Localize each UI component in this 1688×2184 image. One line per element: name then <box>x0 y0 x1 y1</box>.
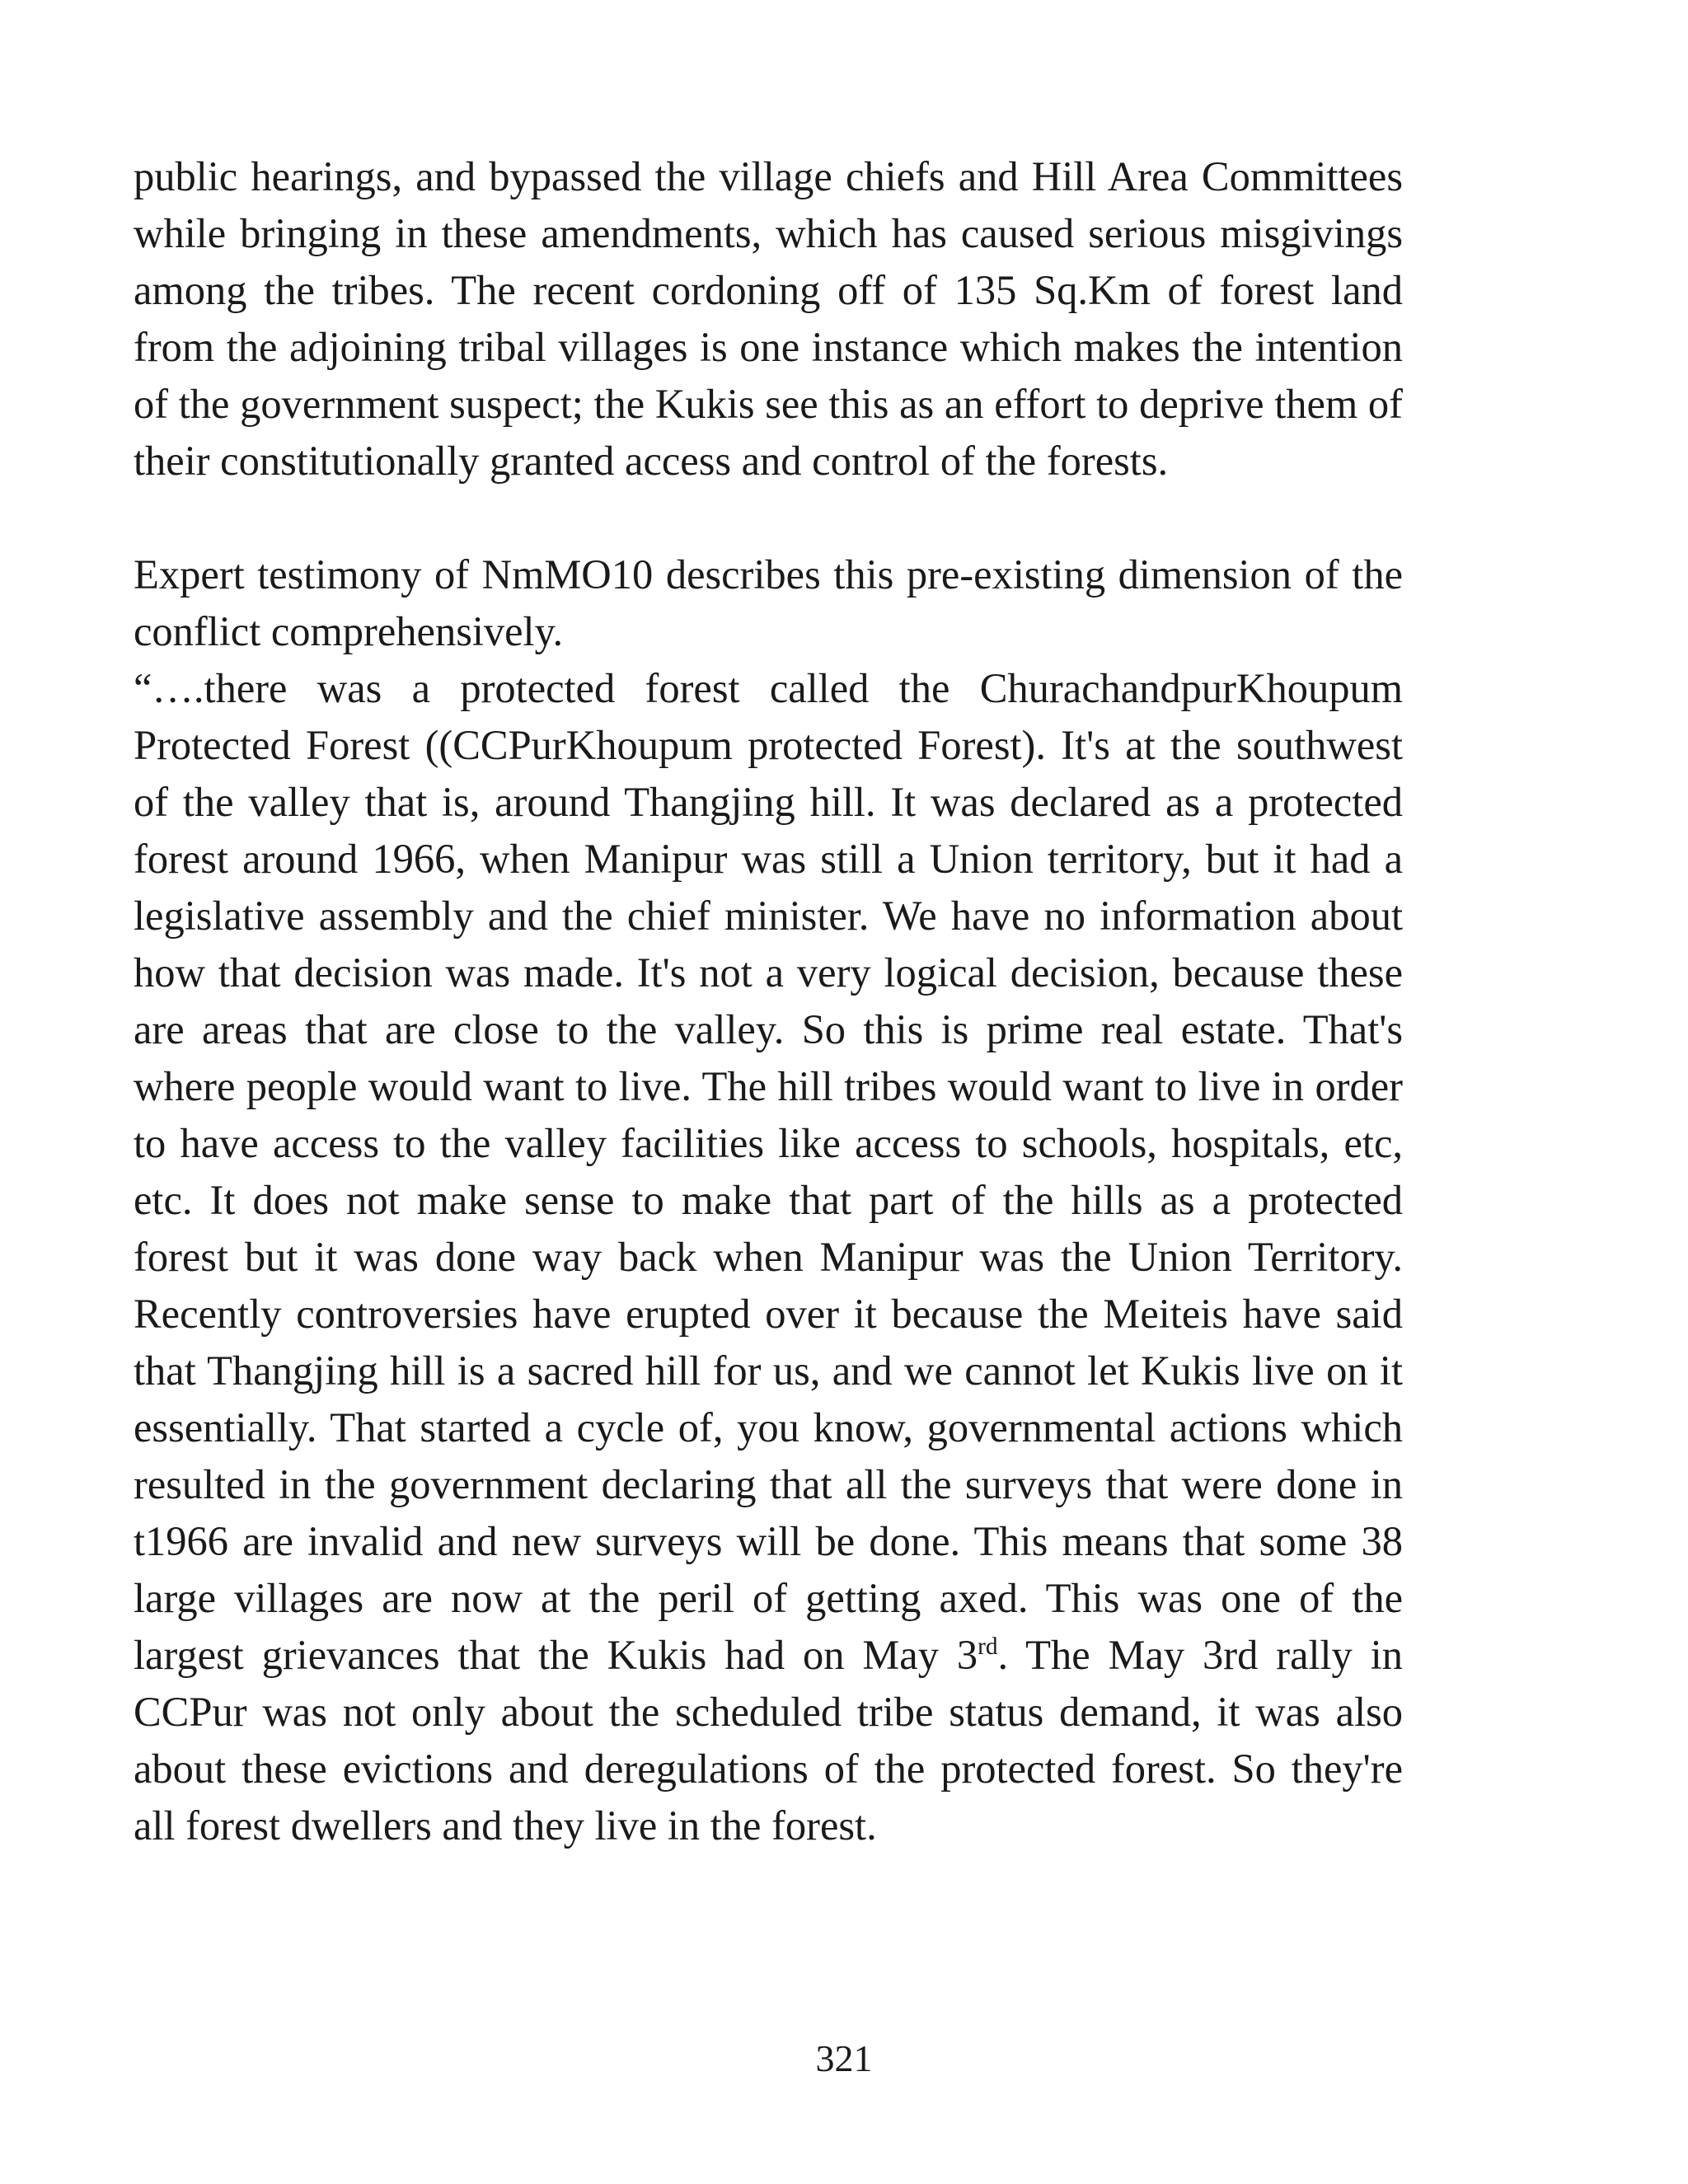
paragraph-expert-quote <box>134 660 1403 1854</box>
paragraph-forest-amendments: public hearings, and bypassed the village chiefs and Hill Area Committees while bringing in these amendments, which has caused serious misgivings among the tribes. The recent cordoning off of 135 Sq.Km of forest land from the adjoining tribal villages is one instance which makes the intention of the government suspect; the Kukis see this as an effort to deprive them of their constitutionally granted access and control of the forests. <box>134 153 1403 484</box>
ordinal-superscript: rd <box>978 1633 998 1661</box>
page-number: 321 <box>815 2037 873 2079</box>
paragraph-spacer <box>134 490 1403 546</box>
quote-text-part-2: . The May 3rd rally in CCPur was not only about the scheduled tribe status demand, it was also about these evictions and deregulations of the protected forest. So they're all forest dwellers and they live in the forest. <box>134 1632 1403 1849</box>
paragraph-expert-testimony-intro: Expert testimony of NmMO10 describes this pre-existing dimension of the conflict comprehensively. <box>134 551 1403 654</box>
quote-text-part-1: “….there was a protected forest called the ChurachandpurKhoupum Protected Forest ((CCPurKhoupum protected Forest). It's at the southwest of the valley that is, around Thangjing hill. It was declared as a protected forest around 1966, when Manipur was still a Union territory, but it had a legislative assembly and the chief minister. We have no information about how that decision was made. It's not a very logical decision, because these are areas that are close to the valley. So this is prime real estate. That's where people would want to live. The hill tribes would want to live in order to have access to the valley facilities like access to schools, hospitals, etc, etc. It does not make sense to make that part of the hills as a protected forest but it was done way back when Manipur was the Union Territory. Recently controversies have erupted over it because the Meiteis have said that Thangjing hill is a sacred hill for us, and we cannot let Kukis live on it essentially. That started a cycle of, you know, governmental actions which resulted in the government declaring that all the surveys that were done in t1966 are invalid and new surveys will be done. This means that some 38 large villages are now at the peril of getting axed. This was one of the largest grievances that the Kukis had on May 3 <box>134 665 1403 1678</box>
page-body <box>134 148 1403 1854</box>
